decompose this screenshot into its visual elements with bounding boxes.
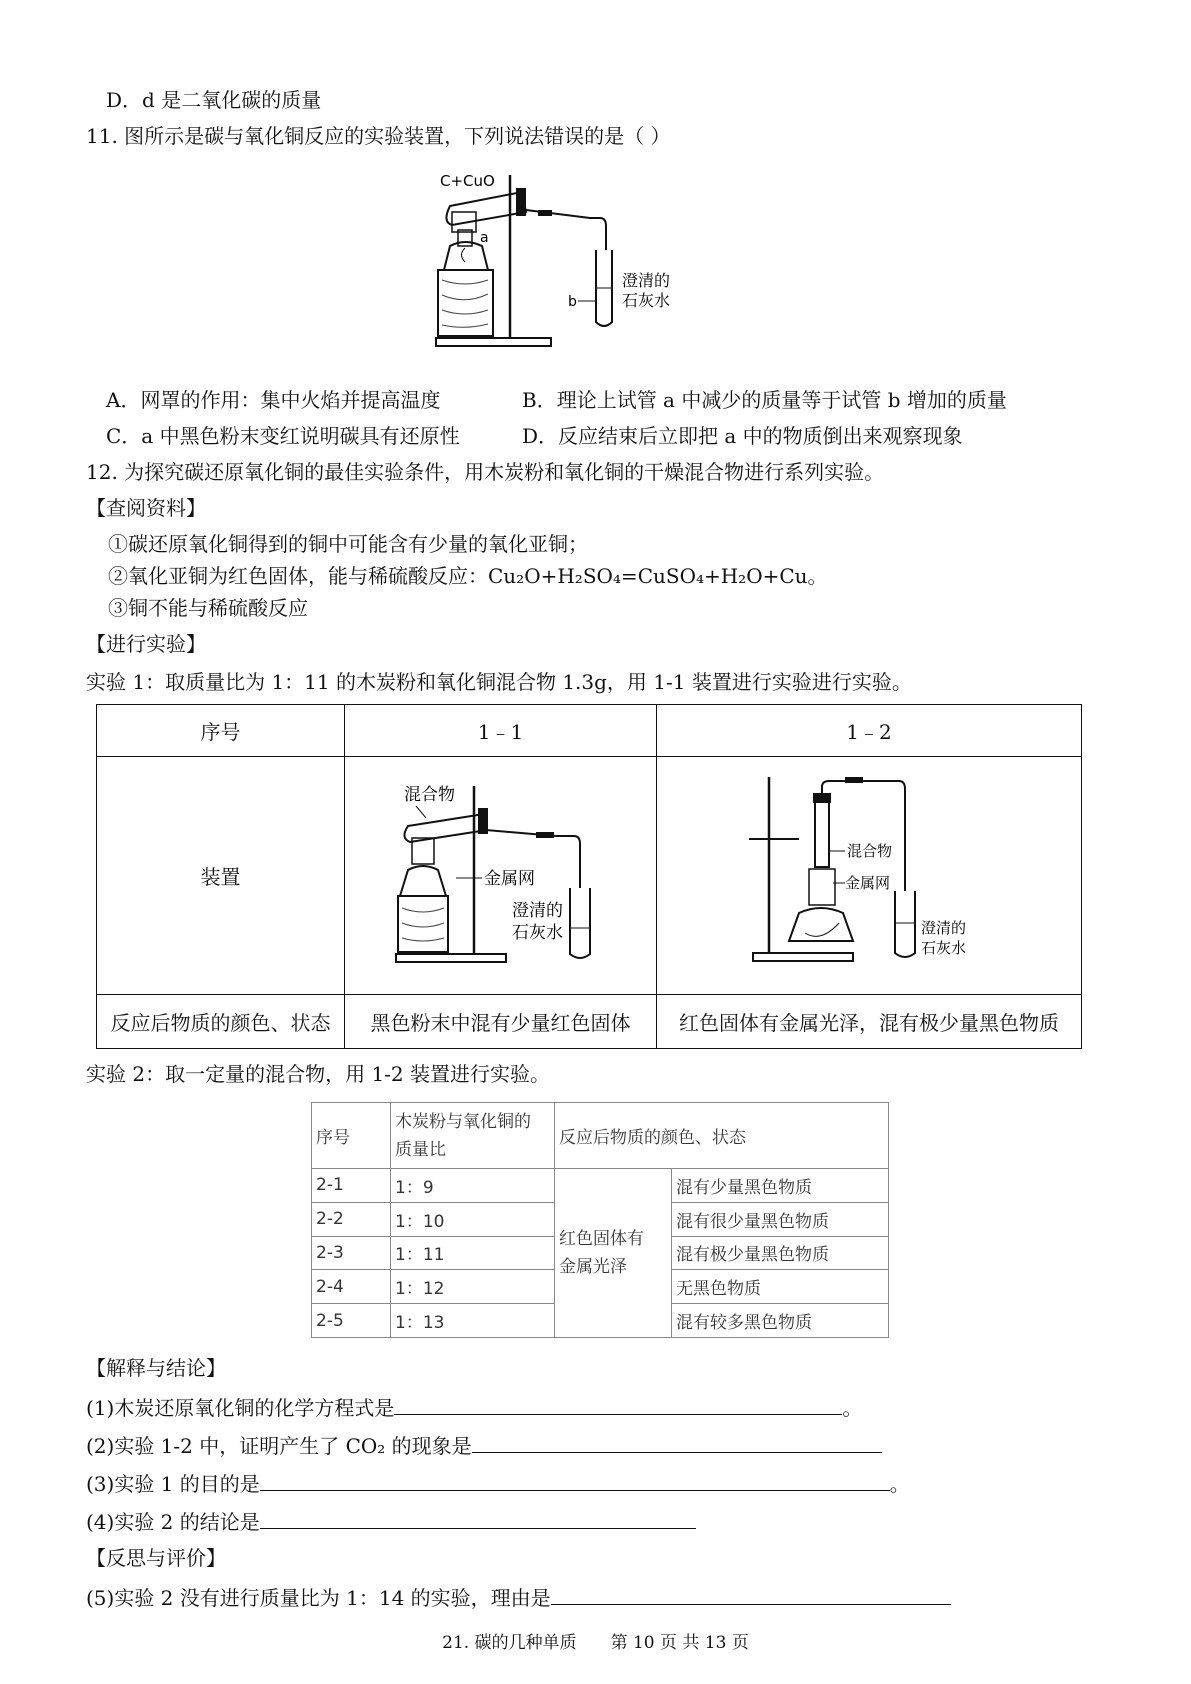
exp2-intro: 实验 2：取一定量的混合物，用 1-2 装置进行实验。 [86, 1062, 551, 1086]
info-3: ③铜不能与稀硫酸反应 [108, 596, 308, 620]
label-c-cuo: C+CuO [440, 172, 495, 190]
t2-ratio: 1：10 [391, 1202, 555, 1236]
fig1-label-limewater-2: 石灰水 [511, 923, 563, 943]
q3-answer-blank[interactable] [260, 1468, 890, 1491]
apparatus-1-2-figure [749, 773, 989, 973]
t2-result: 无黑色物质 [672, 1270, 889, 1304]
t2-seq: 2-3 [312, 1236, 391, 1270]
section-exp: 【进行实验】 [86, 632, 206, 656]
q10-option-d: D．d 是二氧化碳的质量 [106, 88, 322, 112]
q2-answer-blank[interactable] [472, 1430, 882, 1453]
fig1-label-net: 金属网 [483, 869, 535, 889]
exp1-intro: 实验 1：取质量比为 1：11 的木炭粉和氧化铜混合物 1.3g，用 1-1 装置进行实验进行实验。 [86, 670, 912, 694]
section-info: 【查阅资料】 [86, 496, 206, 520]
info-2-text: ②氧化亚铜为红色固体，能与稀硫酸反应： [108, 564, 488, 588]
section-conclusion: 【解释与结论】 [86, 1356, 226, 1380]
t2-merged-result [555, 1169, 672, 1338]
label-limewater-2: 石灰水 [622, 291, 671, 310]
q4-text: (4)实验 2 的结论是 [86, 1510, 260, 1534]
t2-ratio: 1：13 [391, 1304, 555, 1338]
q1-text: (1)木炭还原氧化铜的化学方程式是 [86, 1396, 395, 1420]
info-2 [108, 562, 828, 590]
t1-header-seq: 序号 [97, 705, 345, 757]
q5-text: (5)实验 2 没有进行质量比为 1：14 的实验，理由是 [86, 1586, 551, 1610]
q12-stem: 12. 为探究碳还原氧化铜的最佳实验条件，用木炭粉和氧化铜的干燥混合物进行系列实验。 [86, 460, 885, 484]
label-b: b [568, 294, 577, 310]
experiment1-table [96, 704, 1082, 1049]
t2-result: 混有极少量黑色物质 [672, 1236, 889, 1270]
t2-ratio: 1：9 [391, 1169, 555, 1203]
t1-result-1-1: 黑色粉末中混有少量红色固体 [345, 995, 657, 1049]
q11-option-b: B．理论上试管 a 中减少的质量等于试管 b 增加的质量 [522, 388, 1007, 412]
q1-answer-blank[interactable] [394, 1392, 842, 1415]
t2-result: 混有很少量黑色物质 [672, 1202, 889, 1236]
t2-seq: 2-4 [312, 1270, 391, 1304]
q11-option-a: A．网罩的作用：集中火焰并提高温度 [106, 388, 441, 412]
experiment2-table [311, 1102, 889, 1338]
apparatus-1-1-figure [386, 778, 616, 968]
t2-seq: 2-5 [312, 1304, 391, 1338]
t2-header-ratio-2: 质量比 [395, 1139, 446, 1160]
t2-result: 混有少量黑色物质 [672, 1169, 889, 1203]
t2-seq: 2-1 [312, 1169, 391, 1203]
label-limewater-1: 澄清的 [622, 271, 671, 290]
fig1-label-limewater-1: 澄清的 [511, 901, 563, 921]
t2-header-seq: 序号 [312, 1103, 391, 1169]
q5-answer-blank[interactable] [551, 1582, 951, 1605]
question-3 [86, 1468, 910, 1498]
q11-option-d: D．反应结束后立即把 a 中的物质倒出来观察现象 [522, 424, 963, 448]
t1-result-1-2: 红色固体有金属光泽，混有极少量黑色物质 [657, 995, 1082, 1049]
t2-ratio: 1：12 [391, 1270, 555, 1304]
fig1-label-mixture: 混合物 [403, 785, 455, 805]
q11-apparatus-figure [430, 170, 720, 350]
t1-header-1-1: 1﹣1 [345, 705, 657, 757]
q11-option-c: C．a 中黑色粉末变红说明碳具有还原性 [106, 424, 460, 448]
section-reflect: 【反思与评价】 [86, 1546, 226, 1570]
t2-ratio: 1：11 [391, 1236, 555, 1270]
fig2-label-net: 金属网 [845, 874, 891, 892]
fig2-label-limewater-1: 澄清的 [921, 919, 967, 937]
t1-figure-1-2 [657, 757, 1082, 995]
label-a: a [480, 230, 489, 246]
question-4 [86, 1506, 696, 1536]
t2-merged-1: 红色固体有 [559, 1229, 644, 1249]
page-footer: 21. 碳的几种单质 第 10 页 共 13 页 [442, 1633, 749, 1653]
question-1 [86, 1392, 862, 1422]
q11-stem: 11. 图所示是碳与氧化铜反应的实验装置，下列说法错误的是（ ） [86, 124, 671, 148]
t2-seq: 2-2 [312, 1202, 391, 1236]
question-5 [86, 1582, 951, 1612]
t2-header-ratio [391, 1103, 555, 1169]
t2-header-result: 反应后物质的颜色、状态 [555, 1103, 889, 1169]
q1-end: 。 [842, 1396, 863, 1420]
t1-header-1-2: 1﹣2 [657, 705, 1082, 757]
info-1: ①碳还原氧化铜得到的铜中可能含有少量的氧化亚铜； [108, 532, 588, 556]
t1-figure-1-1 [345, 757, 657, 995]
t2-merged-2: 金属光泽 [559, 1257, 627, 1277]
q4-answer-blank[interactable] [260, 1506, 696, 1529]
q3-end: 。 [889, 1472, 910, 1496]
question-2 [86, 1430, 882, 1460]
fig2-label-mixture: 混合物 [847, 842, 893, 860]
info-2-equation: Cu₂O+H₂SO₄=CuSO₄+H₂O+Cu。 [488, 564, 828, 588]
t2-result: 混有较多黑色物质 [672, 1304, 889, 1338]
fig2-label-limewater-2: 石灰水 [921, 939, 967, 957]
q2-text: (2)实验 1-2 中，证明产生了 CO₂ 的现象是 [86, 1434, 472, 1458]
t1-row-result: 反应后物质的颜色、状态 [97, 995, 345, 1049]
t2-header-ratio-1: 木炭粉与氧化铜的 [395, 1111, 531, 1132]
q3-text: (3)实验 1 的目的是 [86, 1472, 260, 1496]
t1-row-apparatus: 装置 [97, 757, 345, 995]
